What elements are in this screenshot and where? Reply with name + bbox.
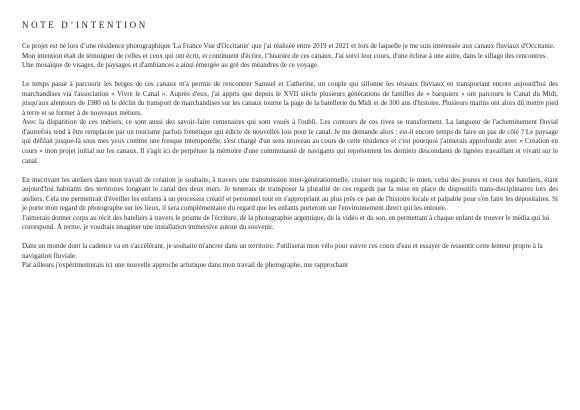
paragraph-spacer: [22, 233, 558, 243]
paragraph-territory: Dans un monde dont la cadence va en s'accélérant, je souhaite m'ancrer dans un territoire. J'utiliserai mon vélo pour suivre ces cours d'eau et essayer de ressentir cette lenteur propre à la navigation fluviale.: [22, 242, 543, 260]
document-page: [22, 20, 558, 271]
page-title: NOTE D’INTENTION: [22, 20, 148, 30]
paragraph-approach: Par ailleurs j'expérimenterais ici une nouvelle approche artistique dans mon travail de photographe, me rapprochant: [22, 261, 348, 270]
paragraph-encounter: Le temps passé à parcourir les berges de ces canaux m'a permis de rencontrer Samuel et Catherine, un couple qui sillonne les réseaux fluviaux en transportant encore aujourd'hui des marchandises via l'association « Vivre le Canal ». Auprès d'eux, j'ai appris que depuis le XVII siècle plusieurs générations de familles de « barquiers » ont parcouru le Canal du Midi, jusqu'aux alentours de 1980 où le déclin du transport de marchandises sur les canaux tourne la page de la batellerie du Midi et de 300 ans d'histoire. Plusieurs marins ont alors dû mettre pied à terre et se former à de nouveaux métiers.: [22, 80, 558, 117]
paragraph-intro: Ce projet est né lors d’une résidence photographique 'La France Vue d'Occitanie' que j'ai réalisée entre 2019 et 2021 et lors de laquelle je me suis intéressée aux canaux fluviaux d'Occitanie. Mon intention était de témoigner de celles et ceux qui ont écrit, et continuent d'écrire, l’histoire de ces canaux. J'ai suivi leur cours, d'une écluse à une autre, dans le sillage des rencontres. Une mosaïque de visages, de paysages et d'ambiances a ainsi émergée au gré des méandres de ce voyage.: [22, 42, 555, 70]
paragraph-spacer: [22, 71, 558, 81]
paragraph-spacer: [22, 166, 558, 176]
paragraph-workshops: En inscrivant les ateliers dans mon travail de création je souhaite, à travers une transmission inter-générationnelle, croiser nos regards; le mien, celui des jeunes et ceux des bateliers, étant aujourd'hui habitants des territoires longeant le canal des deux mers. Je tenterais de transposer la pluralité de ces regards par la mise en place de dispositifs trans-disciplinaires lors des ateliers. Cela me permettrait d'éveiller les enfants à un processus créatif et personnel tout en s'appropriant au plus près ce pan de l'histoire locale et palpable pour s'en faire les dépositaires. Si je porte mon regard de photographe sur les lieux, il sera complémentaire du regard que les enfants porteront sur l'environnement direct qui les entoure.: [22, 175, 558, 213]
paragraph-media: J'aimerais donner corps au récit des bateliers à travers le prisme de l'écriture, de la photographie argentique, de la vidéo et du son, en permettant à chaque enfant de trouver le média qui lui correspond. À terme, je voudrais imaginer une installation immersive autour du souvenir.: [22, 213, 550, 232]
paragraph-disappearance: Avec la disparition de ces métiers, ce sont aussi des savoir-faire centenaires qui sont voués à l'oubli. Les contours de ces rives se transforment. La langueur de l'acheminement fluvial d'autrefois tend à être remplacée par un tourisme parfois frénétique qui édicte de nouvelles lois pour le canal. Je me demande alors : est-il encore temps de faire un pas de côté ? Le paysage qui défilait jusque-là sous mes yeux comme une fresque intemporelle, s'est chargé d'un sens nouveau au cours de cette résidence et c'est pourquoi j'aimerais approfondir avec « Création en cours » mon projet initial sur les canaux. Il s'agit ici de perpétuer la mémoire d'une communauté de navigants qui représentent les derniers descendants de lignées travaillant et vivant sur le canal.: [22, 118, 558, 165]
